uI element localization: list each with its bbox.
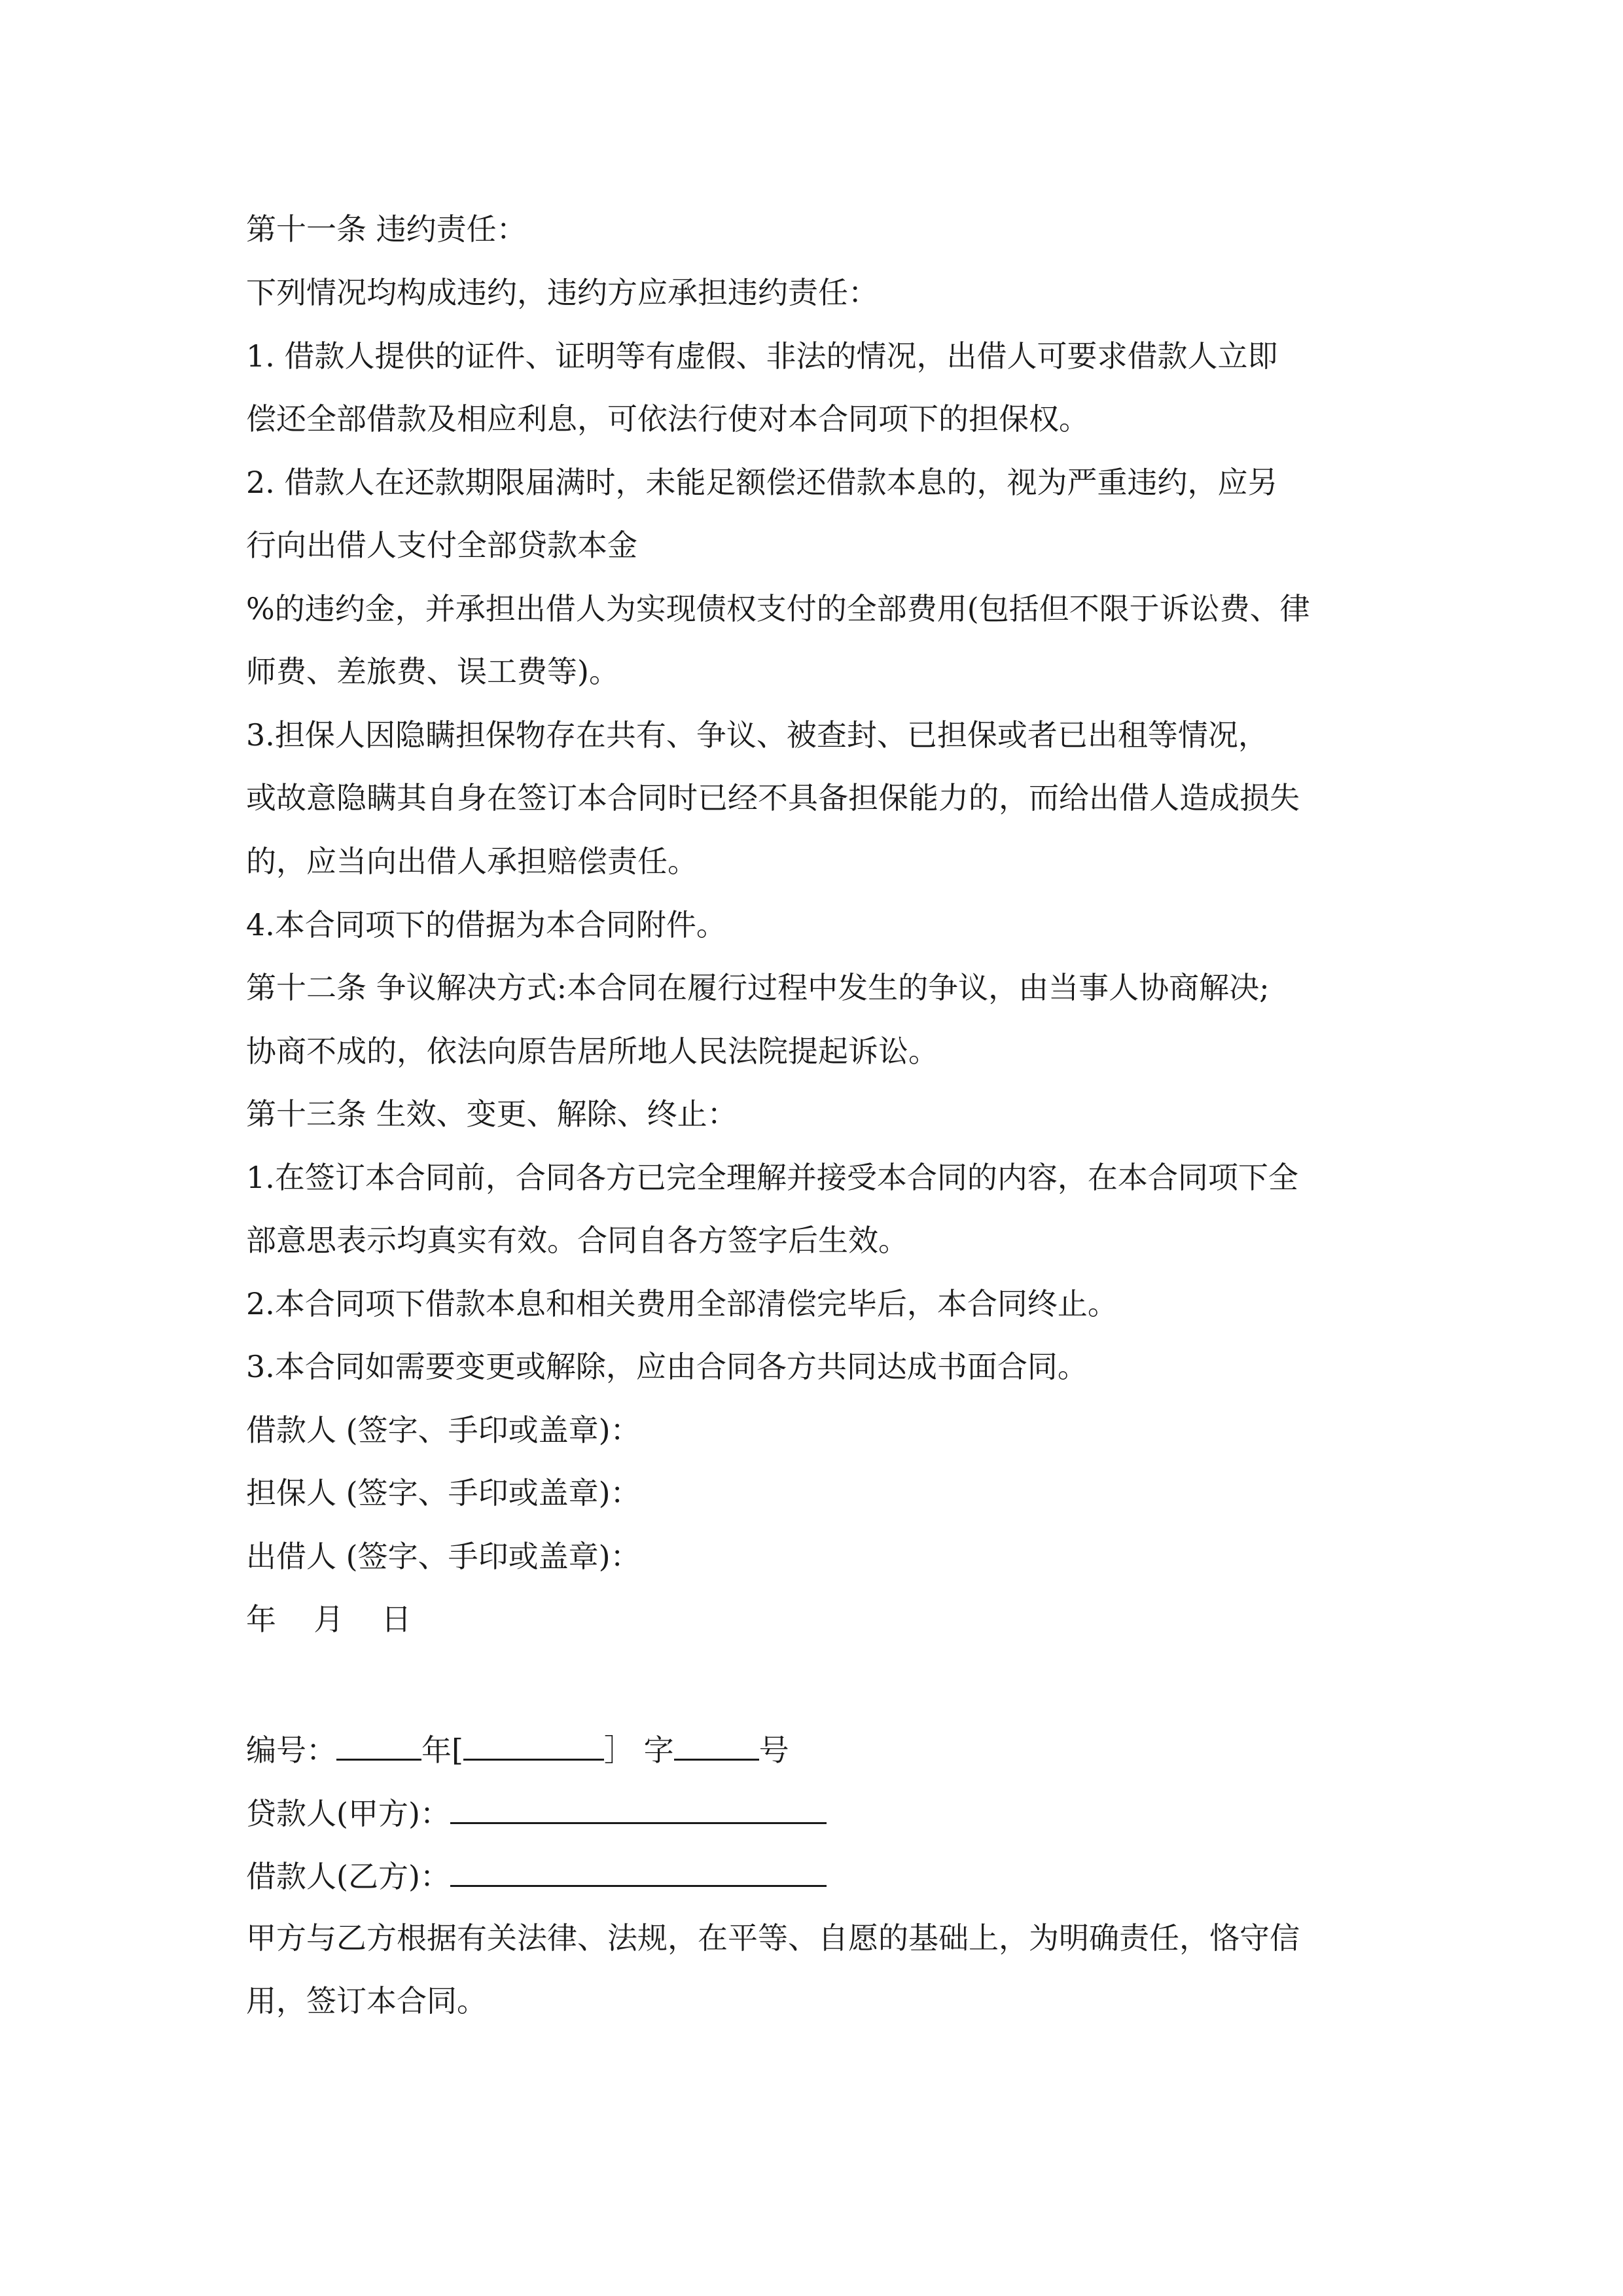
article-11-item-2-line-4: 师费、差旅费、误工费等)。 xyxy=(246,654,619,689)
article-11-item-3-line-2: 或故意隐瞒其自身在签订本合同时已经不具备担保能力的，而给出借人造成损失 xyxy=(246,780,1300,816)
party-a-label: 贷款人(甲方)： xyxy=(246,1796,450,1831)
article-13-item-1-line-1: 1.在签订本合同前，合同各方已完全理解并接受本合同的内容，在本合同项下全 xyxy=(246,1160,1298,1195)
article-13-item-3: 3.本合同如需要变更或解除，应由合同各方共同达成书面合同。 xyxy=(246,1349,1088,1384)
article-13-item-2: 2.本合同项下借款本息和相关费用全部清偿完毕后，本合同终止。 xyxy=(246,1286,1118,1321)
signature-date: 年 月 日 xyxy=(246,1602,412,1637)
contract-zi-label: ］ 字 xyxy=(603,1732,674,1768)
article-13-item-1-line-2: 部意思表示均真实有效。合同自各方签字后生效。 xyxy=(246,1223,908,1258)
party-a-blank xyxy=(450,1792,827,1824)
preamble-line-2: 用，签订本合同。 xyxy=(246,1983,487,2018)
contract-number-label: 编号： xyxy=(246,1732,336,1768)
party-a-row xyxy=(246,1792,827,1833)
contract-year-blank xyxy=(336,1729,421,1761)
article-11-item-1-line-2: 偿还全部借款及相应利息，可依法行使对本合同项下的担保权。 xyxy=(246,401,1089,437)
article-11-item-3-line-1: 3.担保人因隐瞒担保物存在共有、争议、被查封、已担保或者已出租等情况， xyxy=(246,717,1268,753)
party-b-row xyxy=(246,1855,827,1896)
contract-hao-label: 号 xyxy=(758,1732,789,1768)
contract-serial-blank xyxy=(674,1729,759,1761)
contract-code-blank xyxy=(463,1729,604,1761)
article-11-heading: 第十一条 违约责任： xyxy=(246,211,527,247)
article-11-intro: 下列情况均构成违约，违约方应承担违约责任： xyxy=(246,275,878,310)
party-b-blank xyxy=(450,1855,827,1887)
signature-borrower: 借款人 (签字、手印或盖章)： xyxy=(246,1412,641,1448)
party-b-label: 借款人(乙方)： xyxy=(246,1859,450,1894)
article-11-item-2-line-3: %的违约金，并承担出借人为实现债权支付的全部费用(包括但不限于诉讼费、律 xyxy=(246,591,1310,626)
article-11-item-4: 4.本合同项下的借据为本合同附件。 xyxy=(246,907,726,942)
article-11-item-3-line-3: 的，应当向出借人承担赔偿责任。 xyxy=(246,844,698,879)
article-11-item-1-line-1: 1. 借款人提供的证件、证明等有虚假、非法的情况，出借人可要求借款人立即 xyxy=(246,338,1278,374)
article-11-item-2-line-1: 2. 借款人在还款期限届满时，未能足额偿还借款本息的，视为严重违约，应另 xyxy=(246,465,1278,500)
contract-year-label: 年[ xyxy=(421,1732,463,1768)
signature-guarantor: 担保人 (签字、手印或盖章)： xyxy=(246,1475,641,1511)
article-12-line-1: 第十二条 争议解决方式:本合同在履行过程中发生的争议，由当事人协商解决; xyxy=(246,970,1270,1005)
signature-lender: 出借人 (签字、手印或盖章)： xyxy=(246,1539,641,1574)
article-13-heading: 第十三条 生效、变更、解除、终止： xyxy=(246,1096,738,1132)
article-12-line-2: 协商不成的，依法向原告居所地人民法院提起诉讼。 xyxy=(246,1033,938,1069)
article-11-item-2-line-2: 行向出借人支付全部贷款本金 xyxy=(246,528,637,563)
preamble-line-1: 甲方与乙方根据有关法律、法规，在平等、自愿的基础上，为明确责任，恪守信 xyxy=(246,1920,1300,1956)
contract-number-row xyxy=(246,1729,789,1770)
